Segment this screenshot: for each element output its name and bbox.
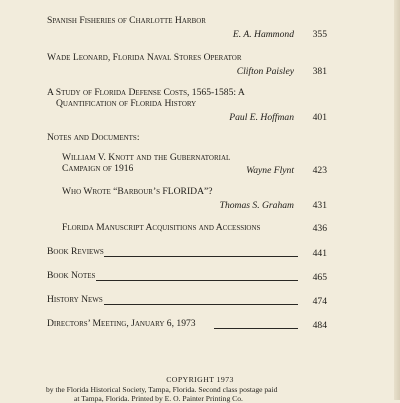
note-title: Florida Manuscript Acquisitions and Accessions	[62, 222, 261, 233]
section-title: History News	[47, 294, 103, 305]
entry-title: Wade Leonard, Florida Naval Stores Operator	[47, 52, 242, 63]
section-title: Directors’ Meeting, January 6, 1973	[47, 318, 196, 329]
section-page: 474	[312, 296, 327, 307]
section-title: Book Notes	[47, 270, 96, 281]
entry-page: 381	[312, 66, 327, 77]
notes-heading: Notes and Documents:	[47, 132, 140, 143]
entry-title: A Study of Florida Defense Costs, 1565-1585: A	[47, 87, 245, 98]
entry-author: E. A. Hammond	[232, 29, 294, 40]
leader-line	[214, 328, 298, 329]
imprint-text	[46, 385, 346, 403]
note-page: 431	[312, 200, 327, 211]
note-page: 423	[312, 165, 327, 176]
section-page: 484	[312, 320, 327, 331]
entry-author: Clifton Paisley	[236, 66, 294, 77]
note-author: Wayne Flynt	[246, 165, 294, 176]
entry-page: 355	[312, 29, 327, 40]
entry-title: Spanish Fisheries of Charlotte Harbor	[47, 15, 206, 26]
leader-line	[104, 256, 298, 257]
note-title: William V. Knott and the Gubernatorial	[62, 152, 231, 163]
entry-author: Paul E. Hoffman	[229, 112, 294, 123]
imprint-line: at Tampa, Florida. Printed by E. O. Painter Printing Co.	[74, 394, 243, 403]
imprint-line: by the Florida Historical Society, Tampa, Florida. Second class postage paid	[46, 385, 278, 394]
note-author: Thomas S. Graham	[219, 200, 294, 211]
note-title: Who Wrote “Barbour’s FLORIDA”?	[62, 186, 213, 197]
entry-page: 401	[312, 112, 327, 123]
note-title-continued: Campaign of 1916	[62, 163, 134, 174]
section-title: Book Reviews	[47, 246, 104, 257]
entry-title-continued: Quantification of Florida History	[56, 98, 197, 109]
copyright-notice: COPYRIGHT 1973	[166, 375, 234, 384]
section-page: 441	[312, 248, 327, 259]
section-page: 465	[312, 272, 327, 283]
page-edge-shadow	[394, 0, 400, 400]
leader-line	[104, 304, 298, 305]
leader-line	[96, 280, 298, 281]
note-page: 436	[312, 223, 327, 234]
